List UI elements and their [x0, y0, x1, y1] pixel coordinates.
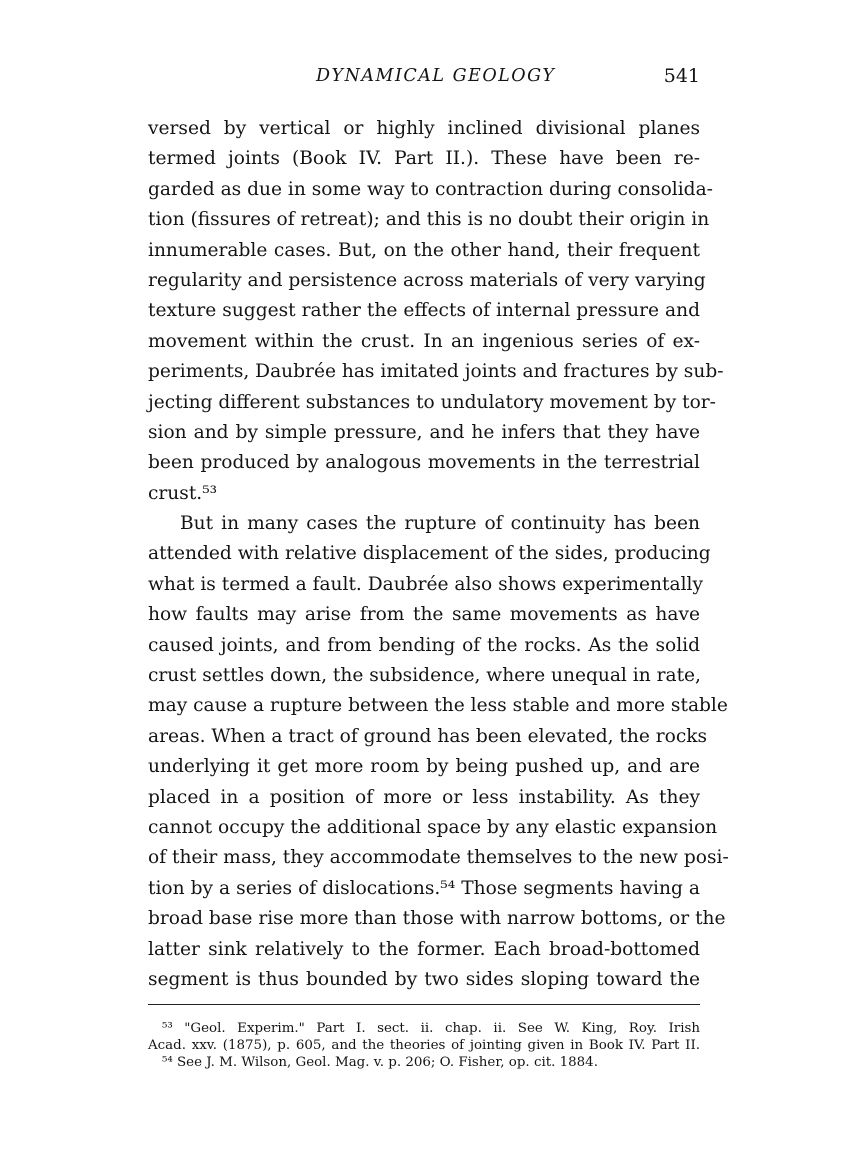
body-text	[148, 114, 729, 995]
text-line: sion and by simple pressure, and he infers that they have	[148, 421, 700, 443]
text-line: broad base rise more than those with narrow bottoms, or the	[148, 908, 726, 930]
running-title: DYNAMICAL GEOLOGY	[316, 66, 556, 86]
text-line: been produced by analogous movements in the terrestrial	[148, 452, 700, 474]
text-line: regularity and persistence across materials of very varying	[148, 269, 706, 291]
text-line: crust settles down, the subsidence, where unequal in rate,	[148, 665, 701, 687]
text-line: how faults may arise from the same movements as have	[148, 604, 700, 626]
text-line: attended with relative displacement of the sides, producing	[148, 543, 711, 565]
footnote-53-continued: Acad. xxv. (1875), p. 605, and the theories of jointing given in Book IV. Part II.	[148, 1038, 700, 1053]
text-line: garded as due in some way to contraction during consolida-	[148, 178, 713, 200]
text-line: cannot occupy the additional space by any elastic expansion	[148, 816, 718, 838]
text-line: termed joints (Book IV. Part II.). These have been re-	[148, 148, 700, 170]
text-line: periments, Daubrée has imitated joints and fractures by sub-	[148, 361, 724, 383]
text-line: tion by a series of dislocations.⁵⁴ Those segments having a	[148, 877, 700, 899]
text-line: of their mass, they accommodate themselves to the new posi-	[148, 847, 729, 869]
paragraph-end-line: crust.⁵³	[148, 482, 218, 504]
footnote-rule	[148, 1004, 700, 1005]
text-line: placed in a position of more or less instability. As they	[148, 786, 700, 808]
text-line: underlying it get more room by being pushed up, and are	[148, 756, 700, 778]
footnote-53: ⁵³ "Geol. Experim." Part I. sect. ii. chap. ii. See W. King, Roy. Irish	[162, 1021, 700, 1036]
footnote-54: ⁵⁴ See J. M. Wilson, Geol. Mag. v. p. 206; O. Fisher, op. cit. 1884.	[162, 1055, 598, 1070]
text-line: what is termed a fault. Daubrée also shows experimentally	[148, 573, 703, 595]
running-head	[148, 66, 700, 96]
text-line: versed by vertical or highly inclined divisional planes	[148, 118, 700, 139]
text-line: movement within the crust. In an ingenious series of ex-	[148, 330, 700, 352]
text-line: segment is thus bounded by two sides sloping toward the	[148, 968, 700, 990]
paragraph-start-line: But in many cases the rupture of continuity has been	[180, 513, 700, 535]
text-line: may cause a rupture between the less stable and more stable	[148, 695, 728, 717]
text-line: caused joints, and from bending of the rocks. As the solid	[148, 634, 700, 656]
text-line: latter sink relatively to the former. Each broad-bottomed	[148, 938, 700, 960]
text-line: innumerable cases. But, on the other hand, their frequent	[148, 239, 700, 261]
text-line: tion (fissures of retreat); and this is no doubt their origin in	[148, 209, 710, 231]
text-line: areas. When a tract of ground has been elevated, the rocks	[148, 725, 708, 747]
footnotes	[148, 1020, 700, 1071]
text-line: texture suggest rather the effects of internal pressure and	[148, 300, 700, 322]
text-line: jecting different substances to undulatory movement by tor-	[148, 391, 716, 413]
page-number: 541	[663, 65, 700, 87]
